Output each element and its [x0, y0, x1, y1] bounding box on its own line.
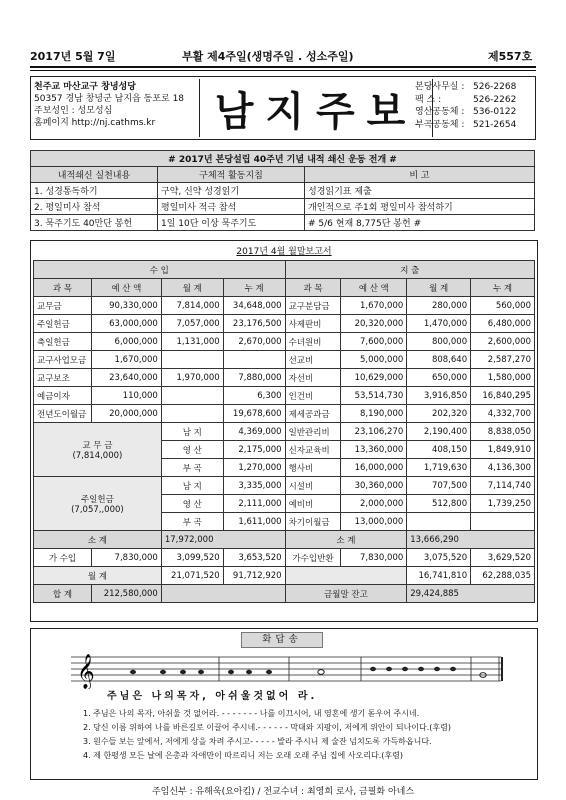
cell: 2,670,000 — [223, 333, 285, 351]
blank-cell — [161, 585, 285, 603]
contact-key: 팩 스 : — [415, 94, 442, 105]
report-rows — [34, 297, 535, 423]
expense-budget: 2,000,000 — [341, 495, 407, 513]
col-header: 누 계 — [471, 279, 535, 297]
cell — [161, 351, 223, 369]
campaign-header: 내적쇄신 실천내용 — [31, 167, 158, 183]
expense-item: 일반관리비 — [285, 423, 341, 441]
col-header: 과 목 — [285, 279, 341, 297]
cell: 1. 성경통독하기 — [31, 183, 158, 199]
expense-cum — [471, 513, 535, 531]
cell: 1,670,000 — [91, 351, 161, 369]
patron-saint: 주보성인 : 성모성심 — [34, 106, 113, 116]
cell: 교구사업모금 — [34, 351, 92, 369]
expense-month: 408,150 — [407, 441, 471, 459]
parish-name: 천주교 마산교구 창녕성당 — [34, 82, 136, 92]
sub-amount: 2,175,000 — [223, 441, 285, 459]
col-header: 월 계 — [161, 279, 223, 297]
masthead — [30, 76, 536, 140]
issue-date: 2017년 5월 7일 — [30, 50, 116, 63]
cell: 808,640 — [407, 351, 471, 369]
subtotal-label: 소 계 — [34, 531, 162, 549]
table-row — [34, 333, 535, 351]
expense-budget: 13,000,000 — [341, 513, 407, 531]
table-row — [34, 297, 535, 315]
expense-cum: 4,136,300 — [471, 459, 535, 477]
campaign-row — [31, 183, 535, 199]
balance-label: 금월말 잔고 — [285, 585, 407, 603]
cell: 2,600,000 — [471, 333, 535, 351]
cell: 7,830,000 — [341, 549, 407, 567]
monthly-label: 월 계 — [34, 567, 162, 585]
cell: 전년도이월금 — [34, 405, 92, 423]
juil-group-sub: (7,057,,000) — [71, 504, 124, 515]
cell: 1일 10단 이상 묵주기도 — [158, 215, 305, 231]
cell: 650,000 — [407, 369, 471, 387]
contact-key: 영산공동체 : — [415, 107, 465, 117]
cell: 자선비 — [285, 369, 341, 387]
cell: 2. 평일미사 참석 — [31, 199, 158, 215]
table-row — [34, 405, 535, 423]
contact-row — [415, 81, 535, 94]
campaign-row — [31, 215, 535, 231]
table-row — [34, 423, 535, 441]
cell: 예금이자 — [34, 387, 92, 405]
report-table — [33, 260, 535, 603]
expense-item: 예비비 — [285, 495, 341, 513]
cell: 평일미사 적극 참석 — [158, 199, 305, 215]
gyomu-group-cell — [34, 423, 162, 477]
top-rule-thin — [30, 70, 536, 71]
parish-address: 50357 경남 창녕군 남지읍 동포로 18 — [34, 94, 185, 104]
psalm-verse: 1. 주님은 나의 목자, 아쉬울 것 없어라. - - - - - - - 나를 이끄시어, 내 영혼에 생기 돋우어 주시네. — [83, 709, 420, 718]
total-budget: 212,580,000 — [91, 585, 161, 603]
cell: 주일헌금 — [34, 315, 92, 333]
campaign-row — [31, 199, 535, 215]
cell: 53,514,730 — [341, 387, 407, 405]
expense-month: 2,190,400 — [407, 423, 471, 441]
cell: 10,629,000 — [341, 369, 407, 387]
cell: 1,670,000 — [341, 297, 407, 315]
cell: 560,000 — [471, 297, 535, 315]
expense-month: 1,719,630 — [407, 459, 471, 477]
cell: 16,840,295 — [471, 387, 535, 405]
sub-label: 남 지 — [161, 423, 223, 441]
cell: 90,330,000 — [91, 297, 161, 315]
campaign-header: 비 고 — [305, 167, 535, 183]
cell: 7,600,000 — [341, 333, 407, 351]
cell: 교구분담금 — [285, 297, 341, 315]
sub-amount: 3,335,000 — [223, 477, 285, 495]
cell: 가 수입 — [34, 549, 92, 567]
cell: # 5/6 현재 8,775단 봉헌 # — [305, 215, 535, 231]
contact-row — [415, 106, 535, 119]
cell: 6,480,000 — [471, 315, 535, 333]
juil-group-cell — [34, 477, 162, 531]
table-row — [34, 315, 535, 333]
sub-amount: 1,270,000 — [223, 459, 285, 477]
cell: 2,587,270 — [471, 351, 535, 369]
cell: 3,629,520 — [471, 549, 535, 567]
cell: 5,000,000 — [341, 351, 407, 369]
expense-cum: 8,838,050 — [471, 423, 535, 441]
cell: 교구보조 — [34, 369, 92, 387]
cell: 7,057,000 — [161, 315, 223, 333]
gyomu-group-label: 교 무 금 — [82, 440, 113, 451]
bulletin-logo: 남지주보 — [199, 79, 433, 137]
cell: 인건비 — [285, 387, 341, 405]
cell: 34,648,000 — [223, 297, 285, 315]
expense-month — [407, 513, 471, 531]
cell — [161, 387, 223, 405]
table-row — [34, 477, 535, 495]
cell — [223, 351, 285, 369]
balance-value: 29,424,885 — [407, 585, 535, 603]
expense-item: 차기이월금 — [285, 513, 341, 531]
cell: 3,653,520 — [223, 549, 285, 567]
top-rule — [30, 66, 536, 68]
cell: 23,176,500 — [223, 315, 285, 333]
cell: 800,000 — [407, 333, 471, 351]
cell: 23,640,000 — [91, 369, 161, 387]
cell: 6,300 — [223, 387, 285, 405]
cell: 사제판비 — [285, 315, 341, 333]
cell: 20,000,000 — [91, 405, 161, 423]
report-title: 2017년 4월 월말보고서 — [236, 247, 332, 257]
cell — [161, 405, 223, 423]
total-label: 합 계 — [34, 585, 92, 603]
expense-item: 행사비 — [285, 459, 341, 477]
contact-value: 526-2268 — [473, 82, 517, 92]
table-row — [34, 369, 535, 387]
sub-label: 남 지 — [161, 477, 223, 495]
sub-label: 영 산 — [161, 441, 223, 459]
cell: 3,075,520 — [407, 549, 471, 567]
cell: 1,470,000 — [407, 315, 471, 333]
expense-cum: 1,739,250 — [471, 495, 535, 513]
cell: 구약, 신약 성경읽기 — [158, 183, 305, 199]
income-header: 수 입 — [34, 261, 286, 279]
monthly-income: 21,071,520 — [161, 567, 223, 585]
table-row — [34, 351, 535, 369]
col-header: 예 산 액 — [341, 279, 407, 297]
expense-budget: 23,106,270 — [341, 423, 407, 441]
col-header: 과 목 — [34, 279, 92, 297]
campaign-title: # 2017년 본당설립 40주년 기념 내적 쇄신 운동 전개 # — [31, 151, 535, 167]
parish-info — [34, 81, 194, 129]
sub-amount: 1,611,000 — [223, 513, 285, 531]
cell: 3,099,520 — [161, 549, 223, 567]
cell: 3,916,850 — [407, 387, 471, 405]
cell: 110,000 — [91, 387, 161, 405]
treble-clef-icon: 𝄞 — [77, 654, 95, 689]
contact-value: 536-0122 — [473, 107, 517, 117]
responsorial-psalm — [30, 628, 538, 780]
renewal-campaign-table — [30, 150, 535, 231]
song-title: 화답송 — [241, 632, 323, 648]
subtotal-row — [34, 531, 535, 549]
contact-row — [415, 119, 535, 132]
table-row — [34, 387, 535, 405]
cell: 교무금 — [34, 297, 92, 315]
cell: 1,970,000 — [161, 369, 223, 387]
expense-month: 707,500 — [407, 477, 471, 495]
psalm-verse: 3. 원수들 보는 앞에서, 저에게 상을 차려 주시고- - - - - 발라 주시니 제 술잔 넘치도록 가득하옵니다. — [83, 737, 432, 746]
expense-item: 신자교육비 — [285, 441, 341, 459]
contact-list — [415, 81, 535, 131]
contact-row — [415, 94, 535, 107]
expense-cum: 7,114,740 — [471, 477, 535, 495]
expense-item: 시설비 — [285, 477, 341, 495]
homepage-link[interactable]: 홈페이지 http://nj.cathms.kr — [34, 118, 156, 128]
sub-amount: 2,111,000 — [223, 495, 285, 513]
juil-group-label: 주일헌금 — [80, 494, 114, 505]
expense-cum: 1,849,910 — [471, 441, 535, 459]
sub-amount: 4,369,000 — [223, 423, 285, 441]
cell: 성경읽기표 제출 — [305, 183, 535, 199]
monthly-row — [34, 567, 535, 585]
col-header: 누 계 — [223, 279, 285, 297]
total-row — [34, 585, 535, 603]
monthly-income-cum: 91,712,920 — [223, 567, 285, 585]
cell: 제세공과금 — [285, 405, 341, 423]
expense-budget: 13,360,000 — [341, 441, 407, 459]
issue-number: 제557호 — [488, 50, 533, 63]
expense-budget: 30,360,000 — [341, 477, 407, 495]
blank-cell — [285, 567, 407, 585]
cell: 6,000,000 — [91, 333, 161, 351]
subtotal-label-2: 소 계 — [285, 531, 407, 549]
cell: 수녀원비 — [285, 333, 341, 351]
notes — [130, 667, 486, 678]
cell: 7,814,000 — [161, 297, 223, 315]
campaign-header: 구체적 활동지침 — [158, 167, 305, 183]
psalm-verse: 2. 당신 이름 위하여 나를 바른길로 이끌어 주시네.- - - - - - 막대와 지팡이, 저에게 위안이 되나이다.(후렴) — [83, 723, 451, 732]
contact-value: 526-2262 — [473, 94, 517, 105]
cell: 선교비 — [285, 351, 341, 369]
psalm-verse: 4. 제 한평생 모든 날에 은총과 자애만이 따르리니 저는 오래 오래 주님 집에 사오리다.(후렴) — [83, 751, 403, 760]
expense-month: 512,800 — [407, 495, 471, 513]
monthly-expense-cum: 62,288,035 — [471, 567, 535, 585]
cell: 축일헌금 — [34, 333, 92, 351]
music-staff — [71, 649, 511, 689]
contact-value: 521-2654 — [473, 119, 517, 130]
cell: 20,320,000 — [341, 315, 407, 333]
sub-label: 부 곡 — [161, 459, 223, 477]
cell: 3. 묵주기도 40만단 봉헌 — [31, 215, 158, 231]
clergy-footer: 주임신부 : 유해욱(요아킴) / 전교수녀 : 최영희 로사, 금필화 아네스 — [151, 787, 415, 797]
cell: 8,190,000 — [341, 405, 407, 423]
subtotal-expense: 13,666,290 — [407, 531, 535, 549]
col-header: 월 계 — [407, 279, 471, 297]
sub-label: 영 산 — [161, 495, 223, 513]
cell: 개인적으로 주1회 평일미사 참석하기 — [305, 199, 535, 215]
contact-key: 본당사무실 : — [415, 82, 465, 92]
cell: 1,131,000 — [161, 333, 223, 351]
liturgical-title: 부활 제4주일(생명주일 . 성소주일) — [182, 50, 354, 63]
monthly-report — [30, 240, 538, 622]
cell: 4,332,700 — [471, 405, 535, 423]
gyomu-group-sub: (7,814,000) — [72, 450, 123, 461]
subtotal-income: 17,972,000 — [161, 531, 285, 549]
cell: 1,580,000 — [471, 369, 535, 387]
psalm-refrain: 주님은 나의목자, 아쉬울것없어 라. — [107, 691, 318, 702]
cell: 가수입반환 — [285, 549, 341, 567]
contact-key: 부곡공동체 : — [415, 119, 465, 130]
col-header: 예 산 액 — [91, 279, 161, 297]
expense-budget: 16,000,000 — [341, 459, 407, 477]
cell: 280,000 — [407, 297, 471, 315]
cell: 63,000,000 — [91, 315, 161, 333]
cell: 7,830,000 — [91, 549, 161, 567]
cell: 7,880,000 — [223, 369, 285, 387]
gasu-row — [34, 549, 535, 567]
cell: 202,320 — [407, 405, 471, 423]
monthly-expense: 16,741,810 — [407, 567, 471, 585]
cell: 19,678,600 — [223, 405, 285, 423]
expense-header: 지 출 — [285, 261, 534, 279]
sub-label: 부 곡 — [161, 513, 223, 531]
